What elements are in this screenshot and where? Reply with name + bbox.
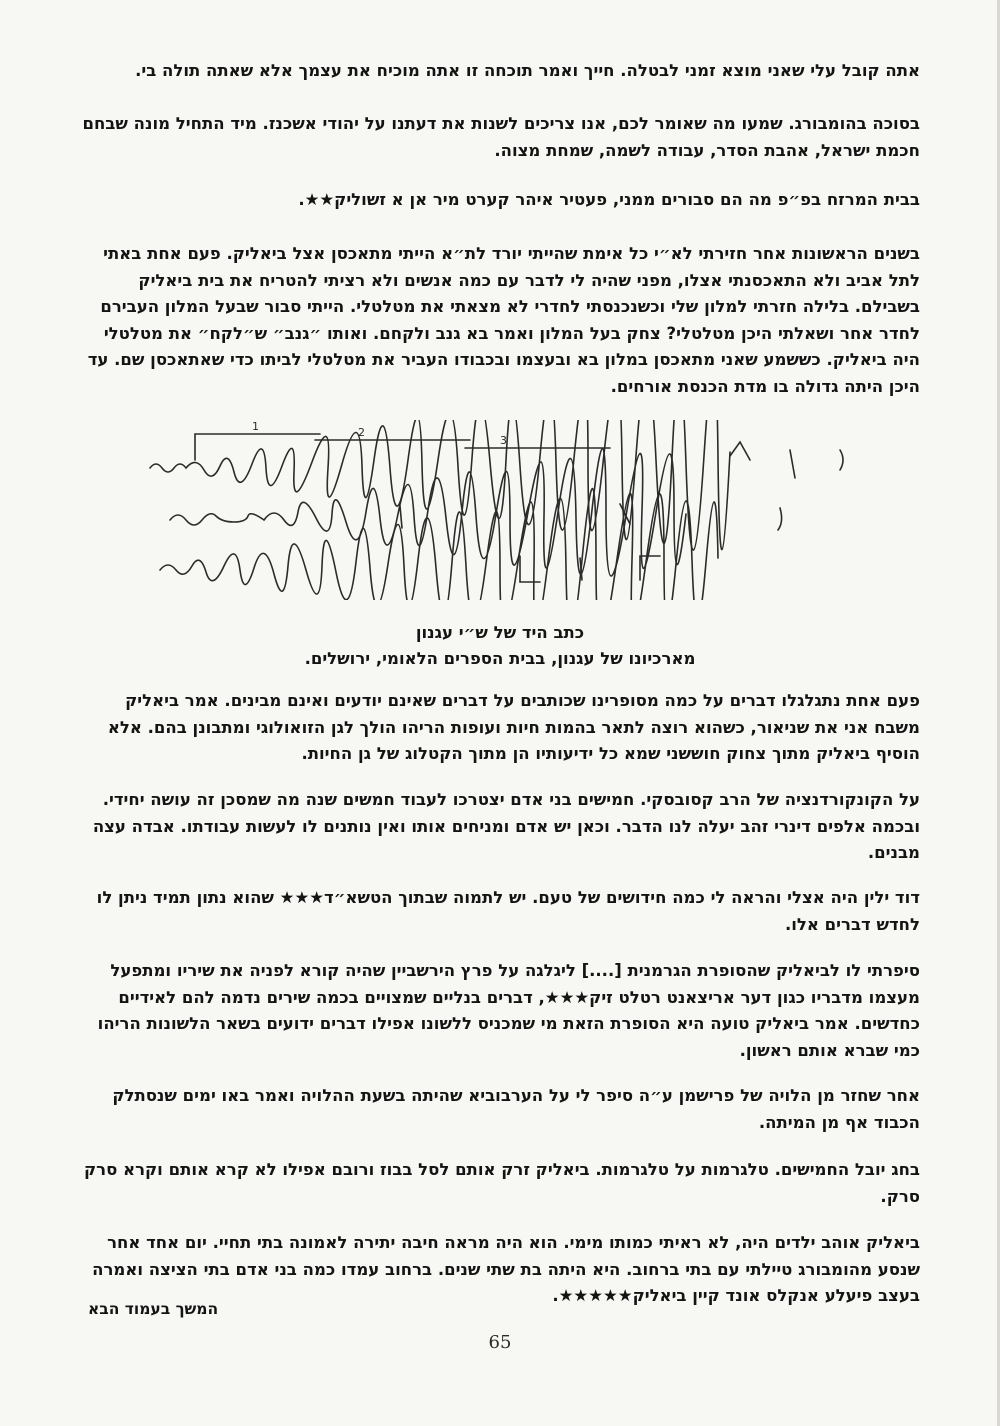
- manuscript-mark: 1: [252, 420, 259, 433]
- paragraph: סיפרתי לו לביאליק שהסופרת הגרמנית [....] ליגלגה על פרץ הירשביין שהיה קורא לפניה את שיריו ומתפעל מעצמו מדבריו כגון דער אריצאנט רטלט זיק★★★, דברים בנליים שמצויים בכמה שירים נדמה להם לאידיים כחדשים. אמר ביאליק טועה היא הסופרת הזאת מי שמכניס ללשונו אפילו דברים ידועים בשאר הלשונות הריהו כמי שברא אותם ראשון.: [97, 961, 920, 1060]
- continued-note: המשך בעמוד הבא: [88, 1300, 219, 1318]
- page-number: 65: [488, 1332, 512, 1353]
- figure-caption-source: מארכיונו של עגנון, בבית הספרים הלאומי, ירושלים.: [304, 649, 696, 668]
- paragraph: דוד ילין היה אצלי והראה לי כמה חידושים של טעם. יש לתמוה שבתוך הטשא״ד★★★ שהוא נתון תמיד ניתן לו לחדש דברים אלו.: [96, 888, 920, 934]
- paragraph: אחר שחזר מן הלויה של פרישמן ע״ה סיפר לי על הערבוביא שהיתה בשעת ההלויה ואמר באו ימים שנסתלק הכבוד אף מן המיתה.: [112, 1086, 920, 1132]
- paragraph: אתה קובל עלי שאני מוצא זמני לבטלה. חייך ואמר תוכחה זו אתה מוכיח את עצמך אלא שאתה תולה בי.: [135, 61, 920, 80]
- paragraph: בחג יובל החמישים. טלגרמות על טלגרמות. ביאליק זרק אותם לסל בבוז ורובם אפילו לא קרא אותם וקרא סרק סרק.: [84, 1160, 920, 1206]
- paragraph: בבית המרזח בפ״פ מה הם סבורים ממני, פעטיר איהר קערט מיר אן א זשוליק★★.: [298, 190, 920, 209]
- paragraph: פעם אחת נתגלגלו דברים על כמה מסופרינו שכותבים על דברים שאינם יודעים ואינם מבינים. אמר ביאליק משבח אני את שניאור, כשהוא רוצה לתאר בהמות חיות ועופות הריהו הולך לגן הזואולוגי ומתבונן בהם. אלא הוסיף ביאליק מתוך צחוק חוששני שמא כל ידיעותיו הן מתוך הקטלוג של גן החיות.: [107, 691, 920, 763]
- figure-caption-title: כתב היד של ש״י עגנון: [415, 623, 585, 642]
- paragraph: בשנים הראשונות אחר חזירתי לא״י כל אימת שהייתי יורד לת״א הייתי מתאכסן אצל ביאליק. פעם אחת באתי לתל אביב ולא התאכסנתי אצלו, מפני שהיה לי לדבר עם כמה אנשים ולא רציתי להטריח את בית ביאליק בשבילם. בלילה חזרתי למלון שלי וכשנכנסתי לחדרי לא מצאתי את מטלטלי. הייתי סבור שבעל המלון העבירם לחדר אחר ושאלתי היכן מטלטלי? צחק בעל המלון ואמר בא גנב ולקחם. ואותו ״גנב״ ש״לקח״ את מטלטלי היה ביאליק. כששמע שאני מתאכסן במלון בא ובעצמו ובכבודו העביר את מטלטלי לביתו כדי שאתאכסן שם. עד היכן היתה גדולה בו מדת הכנסת אורחים.: [87, 244, 920, 396]
- manuscript-image: [140, 420, 880, 600]
- manuscript-mark: 3: [500, 434, 507, 447]
- manuscript-mark: 2: [358, 426, 365, 439]
- paragraph: על הקונקורדנציה של הרב קסובסקי. חמישים בני אדם יצטרכו לעבוד חמשים שנה מה שמסכן זה עושה יחידי. ובכמה אלפים דינרי זהב יעלה לנו הדבר. וכאן יש אדם ומניחים אותו ואין נותנים לו לעשות עבודתו. אבדה עצה מבנים.: [92, 790, 920, 862]
- paragraph: בסוכה בהומבורג. שמעו מה שאומר לכם, אנו צריכים לשנות את דעתנו על יהודי אשכנז. מיד התחיל מונה שבחם חכמת ישראל, אהבת הסדר, עבודה לשמה, שמחת מצוה.: [82, 114, 920, 160]
- handwriting-scribble: [140, 420, 880, 600]
- paragraph: ביאליק אוהב ילדים היה, לא ראיתי כמותו מימי. הוא היה מראה חיבה יתירה לאמונה בתי תחיי. יום אחד אחר שנסע מהומבורג טיילתי עם בתי ברחוב. היא היתה בת שתי שנים. ברחוב עמדו כמה בני אדם בתי הציצה ואמרה בעצב פיעלע אנקלס אונד קיין ביאליק★★★★★.: [92, 1233, 920, 1305]
